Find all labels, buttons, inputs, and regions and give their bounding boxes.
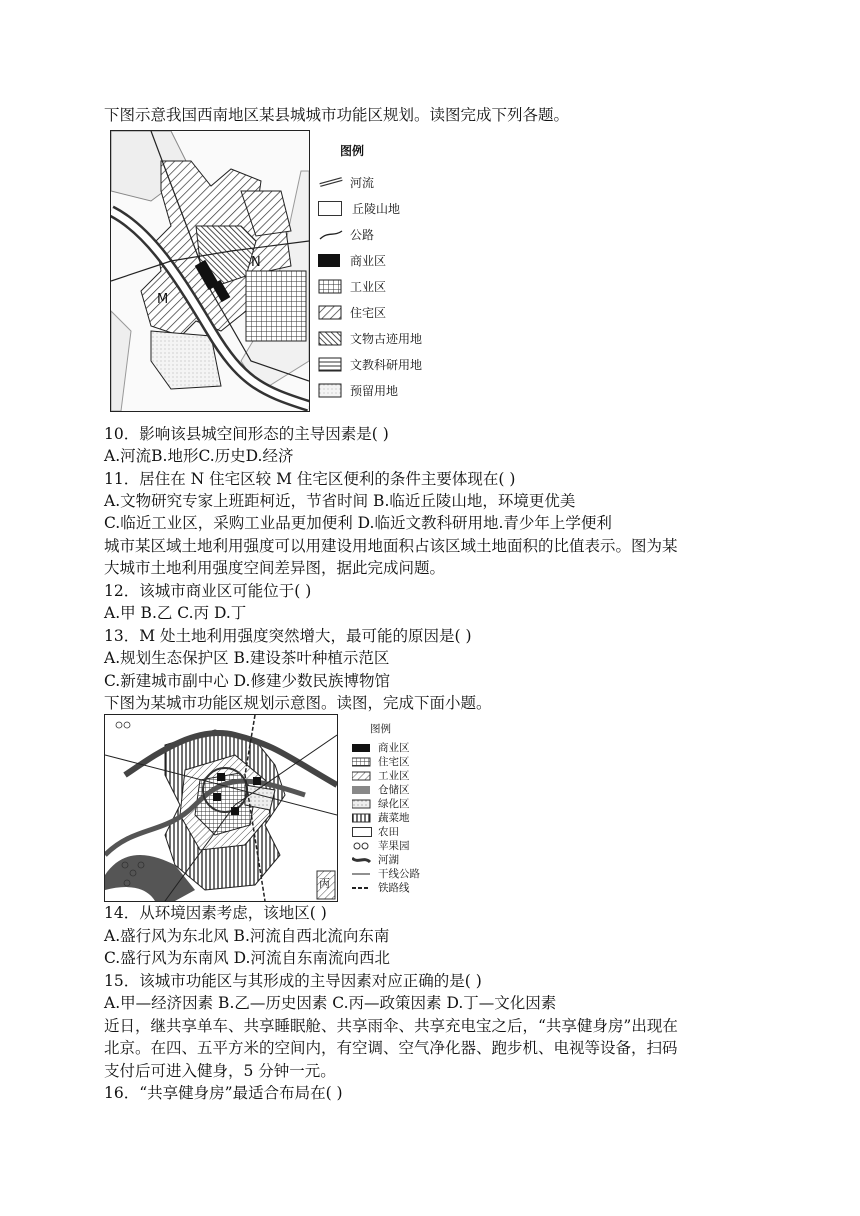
- legend2-commercial: 商业区: [352, 741, 472, 755]
- label-bing: 丙: [319, 877, 330, 890]
- legend-industrial: 工业区: [318, 273, 458, 299]
- river-lake-symbol-icon: [352, 855, 378, 865]
- city-function-map: [104, 714, 338, 902]
- legend-river: 河流: [318, 169, 458, 195]
- q12-options: A.甲 B.乙 C.丙 D.丁: [104, 604, 247, 622]
- legend2-industrial: 工业区: [352, 769, 472, 783]
- orchard-symbol-icon: [352, 841, 378, 851]
- legend-commercial: 商业区: [318, 247, 458, 273]
- legend-education: 文教科研用地: [318, 351, 458, 377]
- legend-road: 公路: [318, 221, 458, 247]
- q10-stem: 10．影响该县城空间形态的主导因素是( ): [104, 425, 389, 443]
- q13-stem: 13．M 处土地利用强度突然增大，最可能的原因是( ): [104, 627, 472, 645]
- legend2-storage: 仓储区: [352, 783, 472, 797]
- intro-text-2b: 大城市土地利用强度空间差异图，据此完成问题。: [104, 559, 446, 577]
- intro-text-4a: 近日，继共享单车、共享睡眠舱、共享雨伞、共享充电宝之后，“共享健身房”出现在: [104, 1017, 678, 1035]
- intro-text-2a: 城市某区域土地利用强度可以用建设用地面积占该区域土地面积的比值表示。图为某: [104, 537, 678, 555]
- legend2-railway: 铁路线: [378, 882, 410, 894]
- q15-options: A.甲—经济因素 B.乙—历史因素 C.丙—政策因素 D.丁—文化因素: [104, 994, 557, 1012]
- q14-stem: 14．从环境因素考虑，该地区( ): [104, 904, 327, 922]
- q15-stem: 15．该城市功能区与其形成的主导因素对应正确的是( ): [104, 972, 482, 990]
- q12-stem: 12．该城市商业区可能位于( ): [104, 582, 312, 600]
- intro-text-4c: 支付后可进入健身，5 分钟一元。: [104, 1062, 336, 1080]
- q11-options-1: A.文物研究专家上班距柯近，节省时间 B.临近丘陵山地，环境更优美: [104, 492, 576, 510]
- legend2-farmland: 农田: [352, 825, 472, 839]
- river-symbol-icon: [318, 175, 344, 189]
- label-n: N: [251, 255, 261, 270]
- q14-options-2: C.盛行风为东南风 D.河流自东南流向西北: [104, 949, 390, 967]
- q13-options-2: C.新建城市副中心 D.修建少数民族博物馆: [104, 672, 390, 690]
- county-map: [110, 130, 310, 412]
- road-symbol-icon: [318, 227, 344, 241]
- q11-stem: 11．居住在 N 住宅区较 M 住宅区便利的条件主要体现在( ): [104, 470, 516, 488]
- legend2-vegetable: 蔬菜地: [352, 811, 472, 825]
- legend-hills: 丘陵山地: [318, 195, 458, 221]
- intro-text-4b: 北京。在四、五平方米的空间内，有空调、空气净化器、跑步机、电视等设备，扫码: [104, 1039, 678, 1057]
- intro-text-1: 下图示意我国西南地区某县城城市功能区规划。读图完成下列各题。: [104, 106, 570, 124]
- intro-text-3: 下图为某城市功能区规划示意图。读图，完成下面小题。: [104, 694, 492, 712]
- city-map-legend: [352, 722, 472, 895]
- county-map-drawing: [111, 131, 309, 411]
- q14-options-1: A.盛行风为东北风 B.河流自西北流向东南: [104, 927, 390, 945]
- legend2-title: 图例: [370, 723, 391, 735]
- legend2-orchard: 苹果园: [352, 839, 472, 853]
- legend2-water: 河湖: [352, 853, 472, 867]
- legend2-green: 绿化区: [352, 797, 472, 811]
- legend-heritage: 文物古迹用地: [318, 325, 458, 351]
- city-function-map-drawing: [105, 715, 337, 901]
- legend-residential: 住宅区: [318, 299, 458, 325]
- county-map-legend: [318, 142, 458, 403]
- legend-reserved: 预留用地: [318, 377, 458, 403]
- q11-options-2: C.临近工业区，采购工业品更加便利 D.临近文教科研用地.青少年上学便利: [104, 514, 612, 532]
- legend2-residential: 住宅区: [352, 755, 472, 769]
- q13-options-1: A.规划生态保护区 B.建设茶叶种植示范区: [104, 649, 390, 667]
- q10-options: A.河流B.地形C.历史D.经济: [104, 447, 294, 465]
- q16-stem: 16．“共享健身房”最适合布局在( ): [104, 1084, 343, 1102]
- legend-title: 图例: [340, 144, 365, 158]
- label-m: M: [157, 292, 169, 307]
- legend2-highway: 干线公路: [378, 868, 420, 880]
